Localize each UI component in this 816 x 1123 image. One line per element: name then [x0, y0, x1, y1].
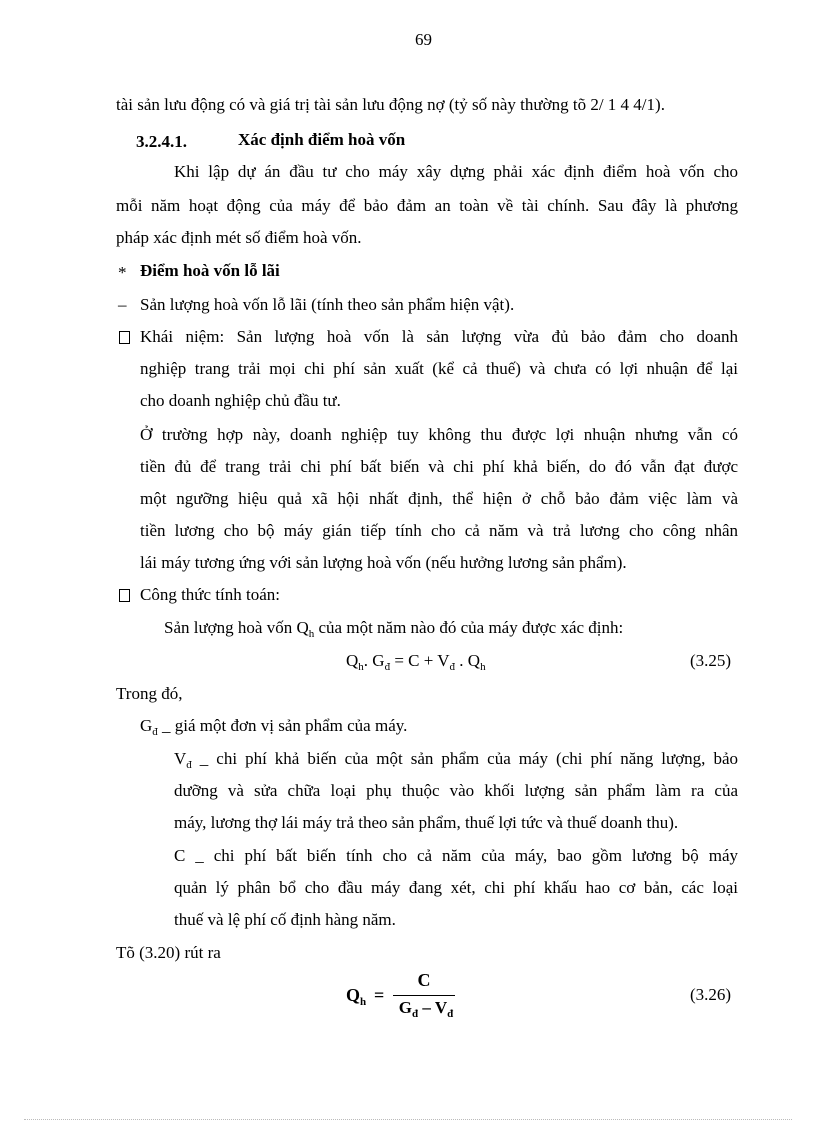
concept-cont-line-5: lái máy tương ứng với sản lượng hoà vốn (nếu hưởng lương sản phẩm). — [140, 553, 627, 572]
equation-3-25: $Q_h$. $G_đ = C + V_đ$ . $Q_h$ — [346, 651, 486, 673]
break-even-heading: Điểm hoà vốn lỗ lãi — [140, 261, 280, 280]
definition-v-line-3: máy, lương thợ lái máy trả theo sản phẩm, thuế lợi tức và thuế doanh thu). — [174, 813, 679, 832]
concept-line-2: nghiệp trang trải mọi chi phí sản xuất (kể cả thuế) và chưa có lợi nhuận để lại — [140, 359, 738, 378]
para1-line-3: pháp xác định mét số điểm hoà vốn. — [116, 228, 362, 247]
concept-cont-line-1: Ở trường hợp này, doanh nghiệp tuy không thu được lợi nhuận nhưng vẫn có — [140, 425, 738, 444]
definition-c-line-2: quản lý phân bổ cho đầu máy đang xét, chi phí khấu hao cơ bản, các loại — [174, 878, 738, 897]
section-title: Xác định điểm hoà vốn — [238, 130, 406, 149]
formula-intro: Sản lượng hoà vốn $Q_h$ của một năm nào đó của máy được xác định: — [164, 618, 624, 640]
equation-3-26-denominator: $G_đ - V_đ$ — [398, 998, 454, 1020]
definition-c-line-1: C _ chi phí bất biến tính cho cả năm của máy, bao gồm lương bộ máy — [174, 846, 738, 865]
concept-line-3: cho doanh nghiệp chủ đầu tư. — [140, 391, 341, 410]
concept-cont-line-4: tiền lương cho bộ máy gián tiếp tính cho cả năm và trả lương cho công nhân — [140, 521, 738, 540]
equation-3-26-equals: = — [374, 985, 385, 1005]
star-bullet-icon: * — [118, 263, 127, 282]
intro-line: tài sản lưu động có và giá trị tài sản lưu động nợ (tỷ số này thường tõ 2/ 1 4 4/1). — [116, 95, 665, 114]
definition-v-line-1: $V_đ$ _ chi phí khả biến của một sản phẩm của máy (chi phí năng lượng, bảo — [174, 749, 738, 771]
footer-dotted-rule — [24, 1119, 792, 1120]
equation-3-26-lhs: $Q_h$ — [346, 985, 367, 1008]
checkbox-bullet-icon — [119, 589, 130, 602]
definition-v-line-2: dưỡng và sửa chữa loại phụ thuộc vào khối lượng sản phẩm làm ra của — [174, 781, 738, 800]
concept-cont-line-3: một ngưỡng hiệu quả xã hội nhất định, thể hiện ở chỗ bảo đảm việc làm và — [140, 489, 738, 508]
definition-c-line-3: thuế và lệ phí cố định hàng năm. — [174, 910, 396, 929]
concept-line-1: Khái niệm: Sản lượng hoà vốn là sản lượng vừa đủ bảo đảm cho doanh — [140, 327, 738, 346]
equation-3-26-numerator: C — [417, 970, 431, 990]
trong-do-label: Trong đó, — [116, 684, 183, 703]
break-even-output-line: Sản lượng hoà vốn lỗ lãi (tính theo sản phẩm hiện vật). — [140, 295, 515, 314]
concept-cont-line-2: tiền đủ để trang trải chi phí bất biến và chi phí khả biến, do đó vẫn đạt được — [140, 457, 738, 476]
equation-number-3-26: (3.26) — [690, 985, 732, 1004]
fraction-bar — [393, 995, 455, 996]
para1-line-1: Khi lập dự án đầu tư cho máy xây dựng phải xác định điểm hoà vốn cho — [174, 162, 738, 181]
derive-line: Tõ (3.20) rút ra — [116, 943, 221, 962]
formula-heading: Công thức tính toán: — [140, 585, 281, 604]
section-number: 3.2.4.1. — [136, 132, 187, 151]
checkbox-bullet-icon — [119, 331, 130, 344]
page-number: 69 — [415, 30, 432, 49]
definition-g: $G_đ$ _ giá một đơn vị sản phẩm của máy. — [140, 716, 408, 738]
equation-number-3-25: (3.25) — [690, 651, 732, 670]
dash-bullet-icon: – — [118, 295, 127, 314]
para1-line-2: mỗi năm hoạt động của máy để bảo đảm an toàn về tài chính. Sau đây là phương — [116, 196, 738, 215]
